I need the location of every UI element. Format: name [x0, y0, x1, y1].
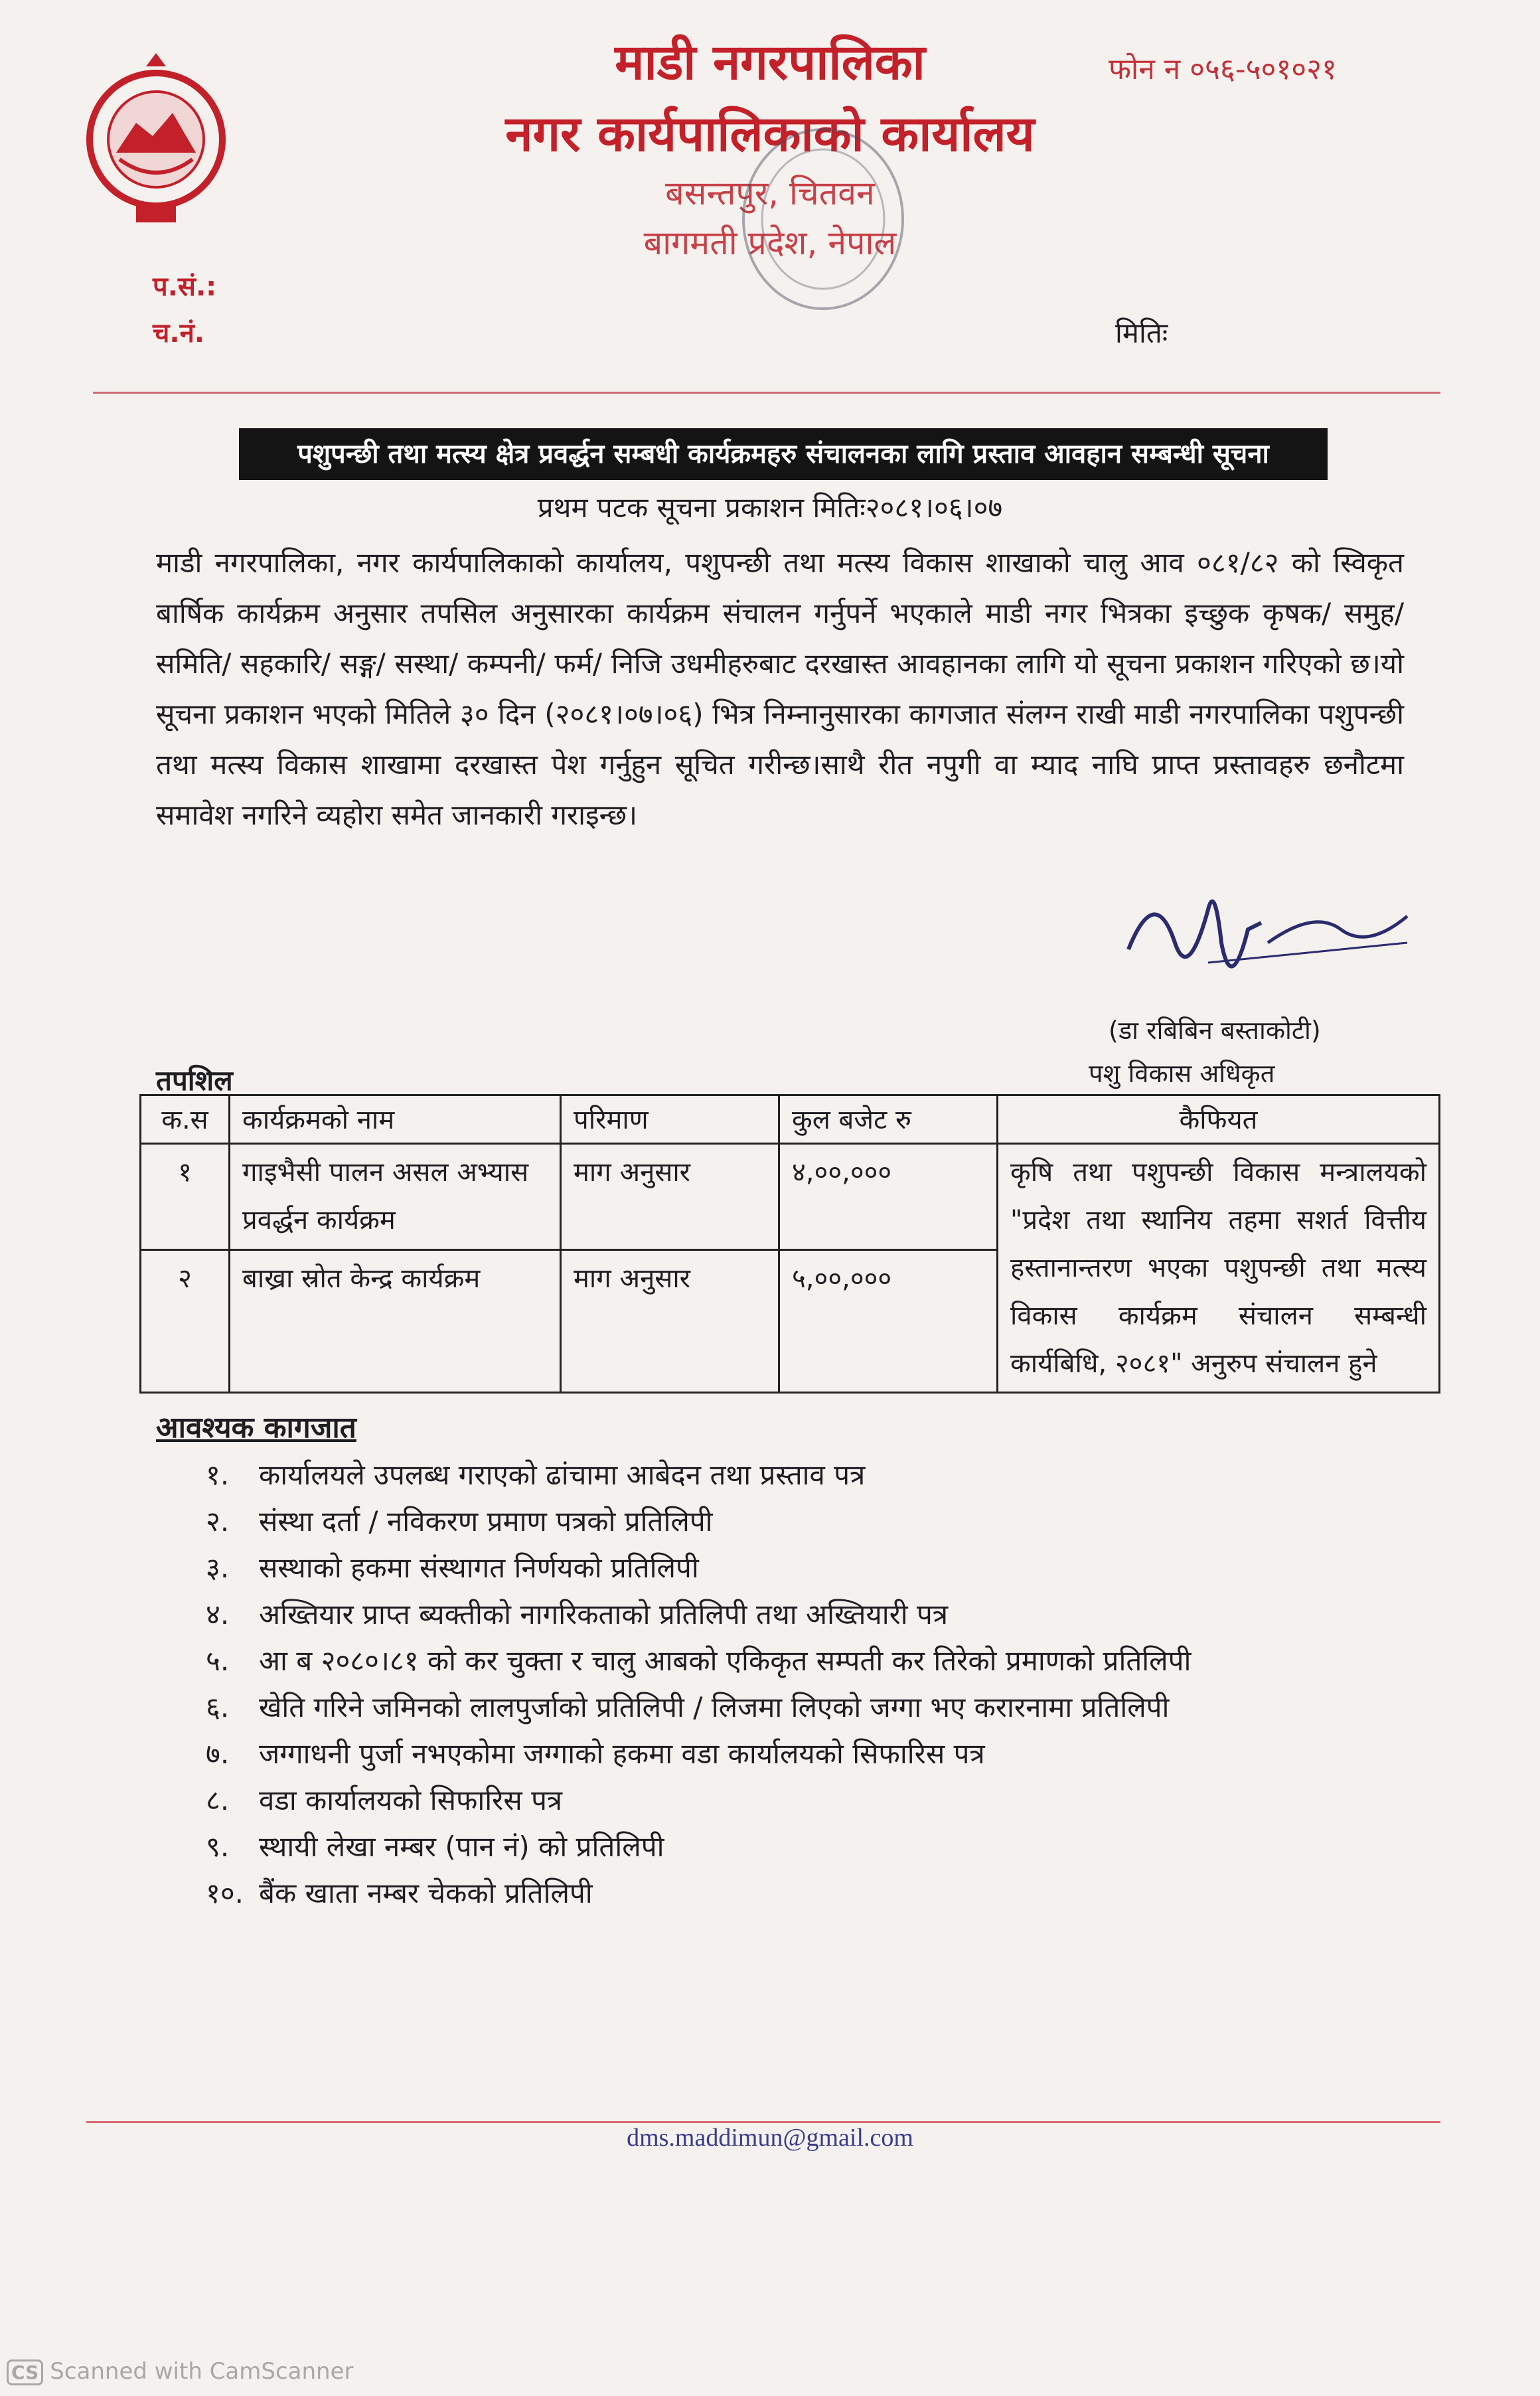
list-item — [206, 1455, 865, 1493]
list-item-text: कार्यालयले उपलब्ध गराएको ढांचामा आबेदन तथा प्रस्ताव पत्र — [259, 1459, 866, 1491]
list-item-number: ६. — [206, 1691, 230, 1723]
table-row — [141, 1144, 1440, 1250]
row-program-name: गाइभैसी पालन असल अभ्यास प्रवर्द्धन कार्यक्रम — [230, 1144, 561, 1250]
publication-date: प्रथम पटक सूचना प्रकाशन मितिः२०८१।०६।०७ — [537, 491, 1003, 524]
list-item — [206, 1502, 713, 1540]
row-remarks: कृषि तथा पशुपन्छी विकास मन्त्रालयको "प्रदेश तथा स्थानिय तहमा सशर्त वित्तीय हस्तानान्तरण भएका पशुपन्छी तथा मत्स्य विकास कार्यक्रम संचालन सम्बन्धी कार्यबिधि, २०८१" अनुरुप संचालन हुने — [998, 1144, 1440, 1393]
list-item-text: बैंक खाता नम्बर चेकको प्रतिलिपी — [259, 1877, 593, 1909]
office-province: बागमती प्रदेश, नेपाल — [643, 224, 897, 262]
list-item-number: २. — [206, 1505, 230, 1538]
dispatch-number-label: च.नं. — [153, 318, 204, 349]
list-item-number: ८. — [206, 1784, 230, 1816]
list-item — [206, 1781, 562, 1818]
notice-title: पशुपन्छी तथा मत्स्य क्षेत्र प्रवर्द्धन सम्बधी कार्यक्रमहरु संचालनका लागि प्रस्ताव आवहान सम्बन्धी सूचना — [239, 428, 1328, 480]
list-item-text: सस्थाको हकमा संस्थागत निर्णयको प्रतिलिपी — [259, 1552, 699, 1584]
row-serial: १ — [141, 1144, 230, 1250]
list-item — [206, 1827, 664, 1865]
list-item-number: ९. — [206, 1830, 230, 1863]
list-item — [206, 1595, 948, 1633]
table-header-row — [141, 1095, 1440, 1144]
row-serial: २ — [141, 1250, 230, 1393]
office-stamp — [724, 113, 923, 325]
scanner-watermark — [7, 2358, 354, 2385]
phone-number: फोन न ०५६-५०१०२१ — [1109, 52, 1337, 86]
row-program-name: बाख्रा स्रोत केन्द्र कार्यक्रम — [230, 1250, 561, 1393]
list-item-text: स्थायी लेखा नम्बर (पान नं) को प्रतिलिपी — [259, 1830, 664, 1863]
list-item — [206, 1874, 593, 1911]
list-item — [206, 1548, 699, 1586]
camscanner-icon: CS — [7, 2359, 43, 2385]
notice-body: माडी नगरपालिका, नगर कार्यपालिकाको कार्यालय, पशुपन्छी तथा मत्स्य विकास शाखाको चालु आव ०८१/८२ को स्विकृत बार्षिक कार्यक्रम अनुसार तपसिल अनुसारका कार्यक्रम संचालन गर्नुपर्ने भएकाले माडी नगर भित्रका इच्छुक कृषक/ समुह/ समिति/ सहकारि/ सङ्ग/ सस्था/ कम्पनी/ फर्म/ निजि उधमीहरुबाट दरखास्त आवहानका लागि यो सूचना प्रकाशन गरिएको छ।यो सूचना प्रकाशन भएको मितिले ३० दिन (२०८१।०७।०६) भित्र निम्नानुसारका कागजात संलग्न राखी माडी नगरपालिका पशुपन्छी तथा मत्स्य विकास शाखामा दरखास्त पेश गर्नुहुन सूचित गरीन्छ।साथै रीत नपुगी वा म्याद नाघि प्राप्त प्रस्तावहरु छनौटमा समावेश नगरिने व्यहोरा समेत जानकारी गराइन्छ। — [156, 546, 1405, 831]
signatory-name: (डा रबिबिन बस्ताकोटी) — [1109, 1016, 1321, 1045]
list-item-text: जग्गाधनी पुर्जा नभएकोमा जग्गाको हकमा वडा कार्यालयको सिफारिस पत्र — [259, 1737, 985, 1770]
header-divider — [93, 392, 1440, 394]
header-budget: कुल बजेट रु — [779, 1095, 998, 1144]
list-item-text: संस्था दर्ता / नविकरण प्रमाण पत्रको प्रतिलिपी — [259, 1505, 713, 1538]
list-item-text: अख्तियार प्राप्त ब्यक्तीको नागरिकताको प्रतिलिपी तथा अख्तियारी पत्र — [259, 1598, 949, 1631]
list-item-number: ५. — [206, 1644, 230, 1677]
schedule-label: तपशिल — [156, 1064, 233, 1097]
list-item-number: ७. — [206, 1737, 230, 1770]
list-item-text: आ ब २०८०।८१ को कर चुक्ता र चालु आबको एकिकृत सम्पती कर तिरेको प्रमाणको प्रतिलिपी — [259, 1644, 1192, 1677]
date-label: मितिः — [1115, 317, 1168, 349]
row-quantity: माग अनुसार — [561, 1144, 779, 1250]
row-budget: ४,००,००० — [779, 1144, 998, 1250]
list-item — [206, 1734, 985, 1772]
signature — [1115, 870, 1421, 1036]
header-program-name: कार्यक्रमको नाम — [230, 1095, 561, 1144]
municipality-name: माडी नगरपालिका — [615, 34, 925, 91]
row-quantity: माग अनुसार — [561, 1250, 779, 1393]
reference-number-label: प.सं.: — [153, 272, 217, 302]
row-budget: ५,००,००० — [779, 1250, 998, 1393]
office-email: dms.maddimun@gmail.com — [627, 2124, 913, 2152]
schedule-table — [139, 1094, 1440, 1394]
list-item-text: वडा कार्यालयको सिफारिस पत्र — [259, 1784, 563, 1816]
header-remarks: कैफियत — [998, 1095, 1440, 1144]
list-item — [206, 1688, 1169, 1725]
list-item-number: ४. — [206, 1598, 230, 1631]
header-serial: क.स — [141, 1095, 230, 1144]
list-item-number: ३. — [206, 1552, 230, 1584]
list-item-number: १. — [206, 1459, 230, 1491]
list-item-number: १०. — [206, 1877, 244, 1909]
list-item-text: खेति गरिने जमिनको लालपुर्जाको प्रतिलिपी / लिजमा लिएको जग्गा भए करारनामा प्रतिलिपी — [259, 1691, 1170, 1723]
office-name: नगर कार्यपालिकाको कार्यालय — [505, 106, 1035, 163]
office-address: बसन्तपुर, चितवन — [665, 174, 875, 212]
header-quantity: परिमाण — [561, 1095, 779, 1144]
list-item — [206, 1641, 1191, 1679]
required-documents-title: आवश्यक कागजात — [156, 1411, 356, 1445]
scanner-watermark-text: Scanned with CamScanner — [50, 2358, 354, 2385]
signatory-designation: पशु विकास अधिकृत — [1089, 1059, 1275, 1088]
